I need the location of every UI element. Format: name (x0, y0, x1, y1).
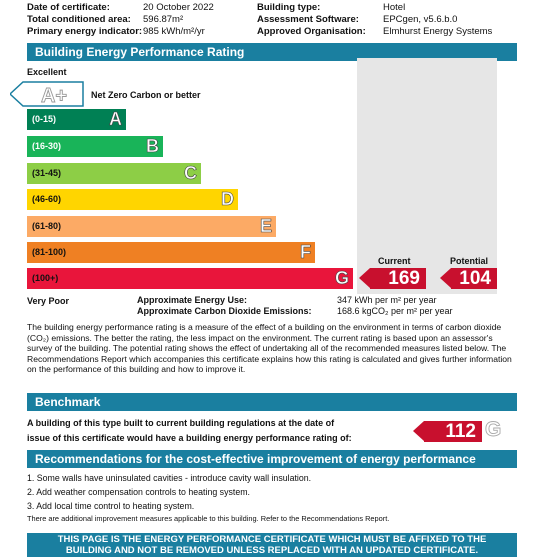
energy-use-label: Approximate Energy Use: (137, 295, 248, 305)
band-a-letter: A (109, 109, 122, 129)
band-a (27, 109, 126, 130)
band-d-range: (46-60) (32, 194, 62, 204)
band-c-range: (31-45) (32, 168, 62, 178)
recommendations-note: There are additional improvement measures applicable to this building. Refer to the Recommendations Report. (27, 514, 390, 523)
date-value: 20 October 2022 (143, 2, 214, 13)
pei-value: 985 kWh/m²/yr (143, 26, 205, 37)
excellent-label: Excellent (27, 67, 67, 77)
band-a-range: (0-15) (32, 114, 57, 124)
net-zero-label: Net Zero Carbon or better (91, 90, 201, 100)
band-f-range: (81-100) (32, 247, 67, 257)
very-poor-label: Very Poor (27, 296, 70, 306)
band-b (27, 136, 163, 157)
potential-rating-tag: 104 (451, 268, 497, 289)
band-b-letter: B (146, 136, 159, 156)
band-d-letter: D (221, 189, 234, 209)
area-value: 596.87m² (143, 14, 184, 25)
recommendation-item: 1. Some walls have uninsulated cavities - introduce cavity wall insulation. (27, 473, 312, 483)
band-f (27, 242, 315, 263)
current-rating-tag: 169 (370, 268, 426, 289)
band-e (27, 216, 276, 237)
band-e-letter: E (259, 216, 272, 236)
band-b-range: (16-30) (32, 141, 62, 151)
band-d (27, 189, 238, 210)
band-f-letter: F (300, 242, 311, 262)
benchmark-line-1: A building of this type built to current building regulations at the date of (27, 418, 335, 428)
band-c (27, 163, 201, 184)
benchmark-letter: G (485, 418, 502, 441)
potential-label: Potential (450, 256, 489, 266)
organisation-value: Elmhurst Energy Systems (383, 26, 493, 37)
certificate-footer (27, 533, 517, 557)
aplus-arrow (10, 81, 84, 107)
building-type-label: Building type: (257, 2, 321, 13)
footer-line-2: BUILDING AND NOT BE REMOVED UNLESS REPLACED WITH AN UPDATED CERTIFICATE. (65, 545, 479, 556)
organisation-label: Approved Organisation: (257, 26, 366, 37)
software-label: Assessment Software: (257, 14, 359, 25)
band-g (27, 268, 353, 289)
pei-label: Primary energy indicator: (27, 26, 143, 37)
date-label: Date of certificate: (27, 2, 110, 13)
footer-line-1: THIS PAGE IS THE ENERGY PERFORMANCE CERTIFICATE WHICH MUST BE AFFIXED TO THE (57, 534, 487, 545)
co2-value: 168.6 kgCO₂ per m² per year (337, 306, 453, 316)
band-e-range: (61-80) (32, 221, 62, 231)
energy-use-value: 347 kWh per m² per year (337, 295, 437, 305)
recommendations-header: Recommendations for the cost-effective improvement of energy performance (27, 450, 517, 468)
current-label: Current (378, 256, 411, 266)
rating-description: The building energy performance rating is a measure of the effect of a building on the environment in terms of carbon dioxide (CO₂) emissions. The better the rating, the less impact on the environment. The current rating is based upon an assessor's survey of the building. The potential rating shows the effect of undertaking all of the recommended measures listed below. The Recommendations Report which accompanies this certificate explains how this rating is calculated and gives further information on the performance of this building and how to improve it. (27, 322, 512, 375)
benchmark-line-2: issue of this certificate would have a building energy performance rating of: (27, 433, 352, 443)
recommendation-item: 3. Add local time control to heating system. (27, 501, 195, 511)
band-g-letter: G (334, 268, 349, 288)
recommendation-item: 2. Add weather compensation controls to heating system. (27, 487, 250, 497)
rating-section-header: Building Energy Performance Rating (27, 43, 517, 61)
building-type-value: Hotel (383, 2, 406, 13)
co2-label: Approximate Carbon Dioxide Emissions: (137, 306, 312, 316)
area-label: Total conditioned area: (27, 14, 131, 25)
aplus-letter: A+ (40, 85, 68, 107)
band-c-letter: C (184, 163, 197, 183)
band-g-range: (100+) (32, 273, 59, 283)
benchmark-header: Benchmark (27, 393, 517, 411)
software-value: EPCgen, v5.6.b.0 (383, 14, 458, 25)
benchmark-rating-tag: 112 (424, 421, 482, 442)
